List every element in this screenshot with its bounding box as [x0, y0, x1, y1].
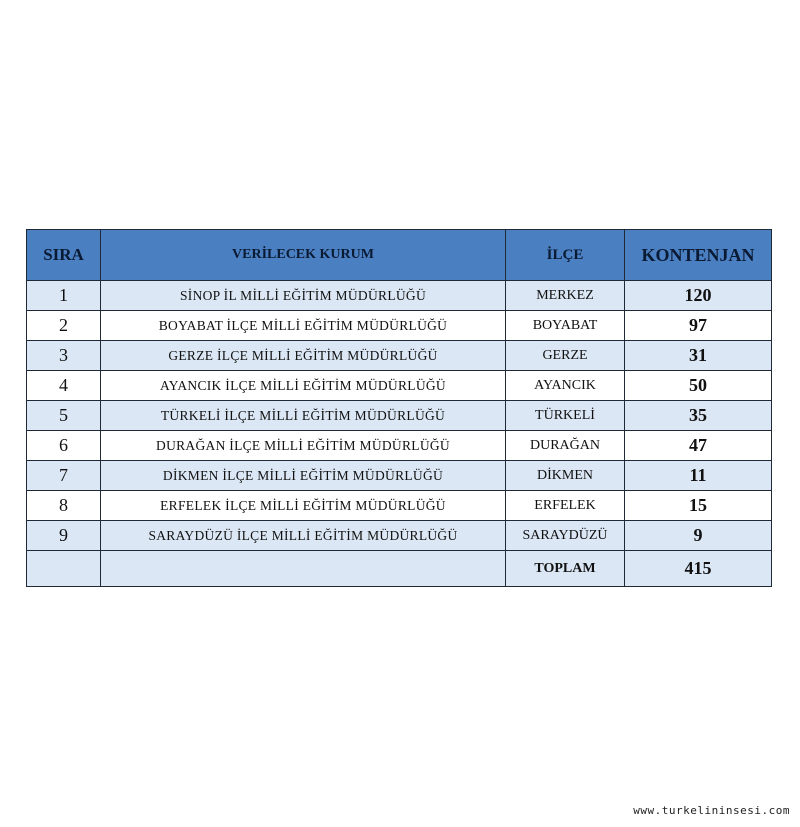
row-ilce: GERZE — [506, 341, 625, 371]
row-sira: 4 — [27, 371, 101, 401]
row-kontenjan: 47 — [625, 431, 772, 461]
table-row — [27, 311, 772, 341]
row-kontenjan: 11 — [625, 461, 772, 491]
row-kurum: SARAYDÜZÜ İLÇE MİLLİ EĞİTİM MÜDÜRLÜĞÜ — [101, 521, 506, 551]
row-ilce: AYANCIK — [506, 371, 625, 401]
row-kontenjan: 31 — [625, 341, 772, 371]
row-sira: 6 — [27, 431, 101, 461]
row-kontenjan: 120 — [625, 281, 772, 311]
row-sira: 7 — [27, 461, 101, 491]
table-row — [27, 491, 772, 521]
header-ilce: İLÇE — [506, 230, 625, 281]
table-row — [27, 461, 772, 491]
row-kontenjan: 15 — [625, 491, 772, 521]
row-sira: 8 — [27, 491, 101, 521]
total-empty-kurum — [101, 551, 506, 587]
header-sira: SIRA — [27, 230, 101, 281]
row-ilce: DURAĞAN — [506, 431, 625, 461]
kontenjan-table — [26, 229, 772, 587]
table-row — [27, 341, 772, 371]
total-label: TOPLAM — [506, 551, 625, 587]
row-ilce: BOYABAT — [506, 311, 625, 341]
row-kurum: BOYABAT İLÇE MİLLİ EĞİTİM MÜDÜRLÜĞÜ — [101, 311, 506, 341]
row-ilce: DİKMEN — [506, 461, 625, 491]
row-ilce: MERKEZ — [506, 281, 625, 311]
row-kurum: TÜRKELİ İLÇE MİLLİ EĞİTİM MÜDÜRLÜĞÜ — [101, 401, 506, 431]
table-row — [27, 521, 772, 551]
row-kurum: AYANCIK İLÇE MİLLİ EĞİTİM MÜDÜRLÜĞÜ — [101, 371, 506, 401]
row-kontenjan: 35 — [625, 401, 772, 431]
total-empty-sira — [27, 551, 101, 587]
table-header-row — [27, 230, 772, 281]
table-row — [27, 431, 772, 461]
table-row — [27, 401, 772, 431]
row-sira: 2 — [27, 311, 101, 341]
row-kontenjan: 50 — [625, 371, 772, 401]
kontenjan-table-container — [26, 229, 771, 587]
table-row — [27, 371, 772, 401]
site-watermark: www.turkelininsesi.com — [633, 804, 790, 817]
row-kurum: GERZE İLÇE MİLLİ EĞİTİM MÜDÜRLÜĞÜ — [101, 341, 506, 371]
row-ilce: TÜRKELİ — [506, 401, 625, 431]
row-ilce: SARAYDÜZÜ — [506, 521, 625, 551]
total-row — [27, 551, 772, 587]
row-kurum: DİKMEN İLÇE MİLLİ EĞİTİM MÜDÜRLÜĞÜ — [101, 461, 506, 491]
row-kontenjan: 97 — [625, 311, 772, 341]
row-kurum: SİNOP İL MİLLİ EĞİTİM MÜDÜRLÜĞÜ — [101, 281, 506, 311]
table-row — [27, 281, 772, 311]
total-value: 415 — [625, 551, 772, 587]
row-sira: 9 — [27, 521, 101, 551]
row-sira: 5 — [27, 401, 101, 431]
header-verilecek-kurum: VERİLECEK KURUM — [101, 230, 506, 281]
row-kontenjan: 9 — [625, 521, 772, 551]
row-kurum: ERFELEK İLÇE MİLLİ EĞİTİM MÜDÜRLÜĞÜ — [101, 491, 506, 521]
row-ilce: ERFELEK — [506, 491, 625, 521]
header-kontenjan: KONTENJAN — [625, 230, 772, 281]
row-kurum: DURAĞAN İLÇE MİLLİ EĞİTİM MÜDÜRLÜĞÜ — [101, 431, 506, 461]
row-sira: 3 — [27, 341, 101, 371]
row-sira: 1 — [27, 281, 101, 311]
